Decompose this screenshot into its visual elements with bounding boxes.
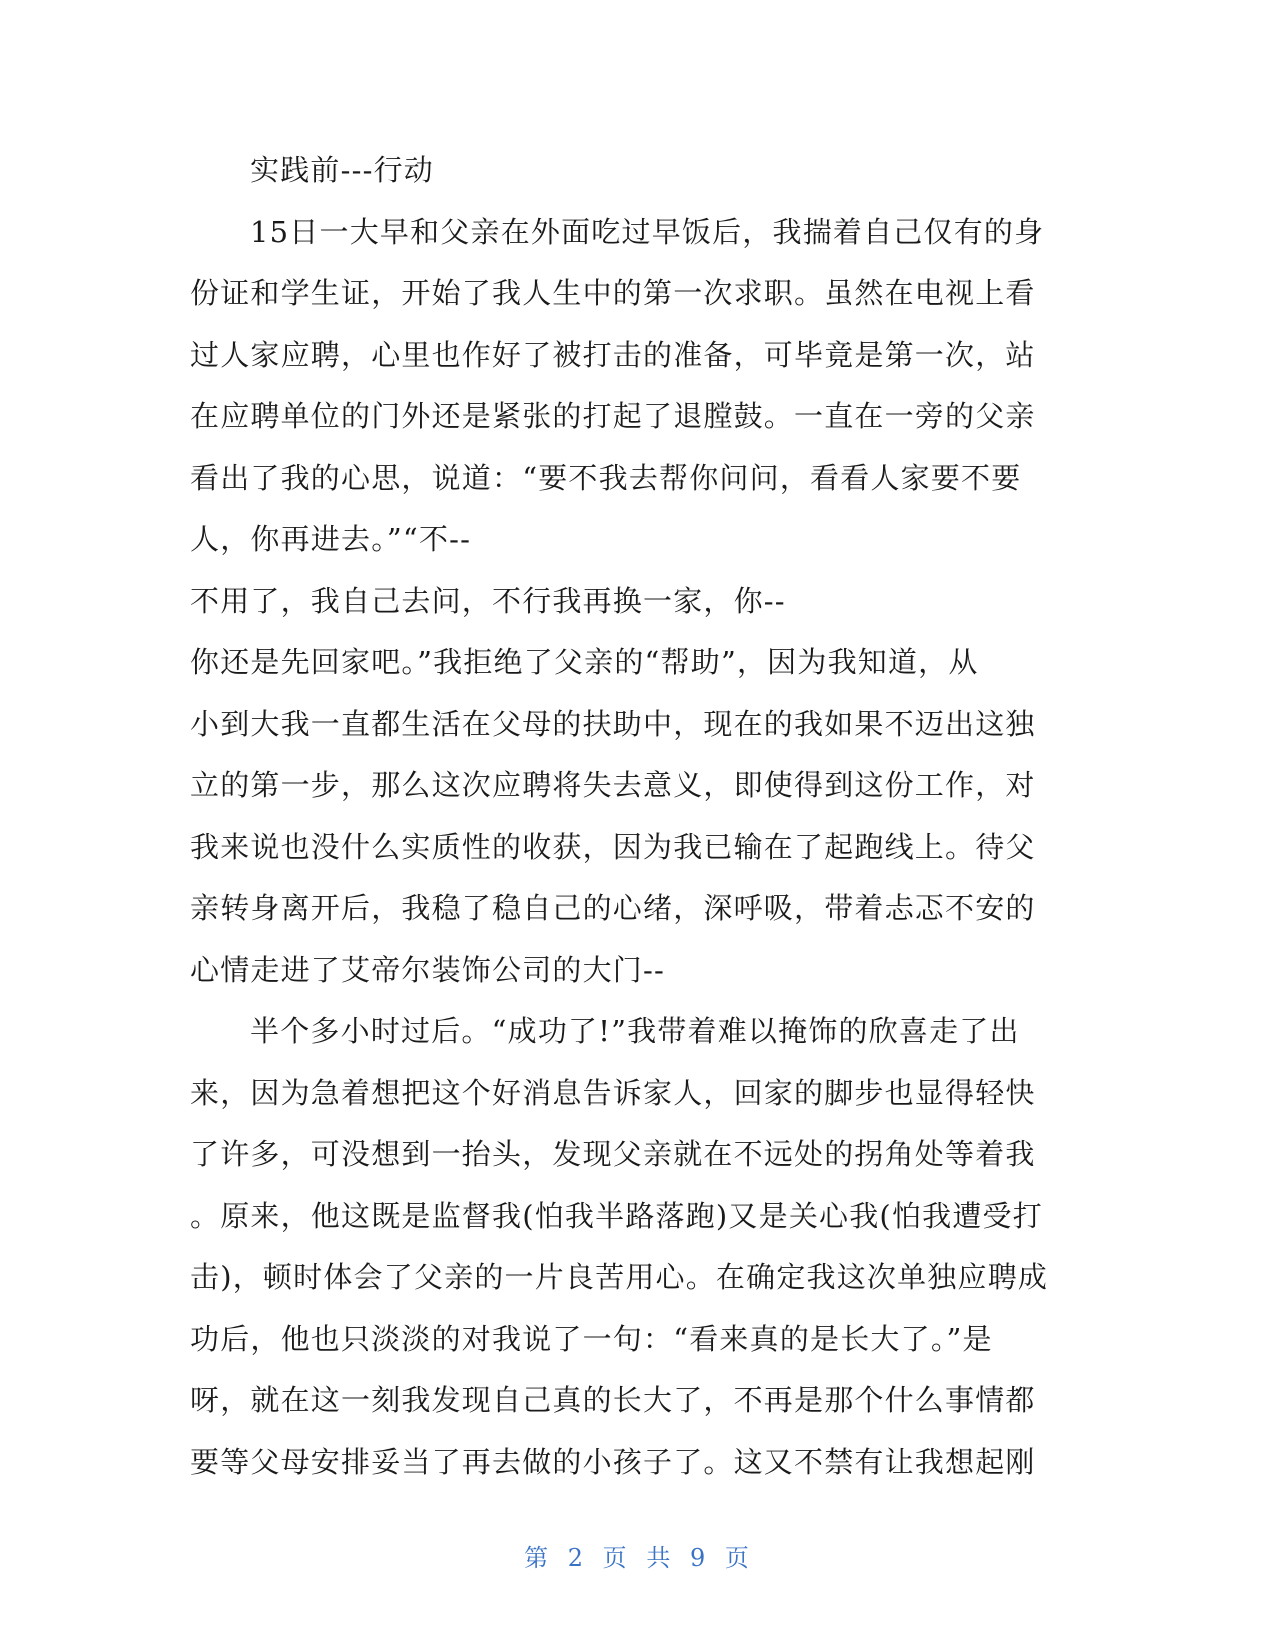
document-body — [190, 140, 1090, 1493]
paragraph-line: 击)，顿时体会了父亲的一片良苦用心。在确定我这次单独应聘成 — [190, 1260, 1049, 1294]
paragraph-line: 你还是先回家吧。”我拒绝了父亲的“帮助”，因为我知道，从 — [190, 645, 979, 679]
page-number-footer — [0, 1538, 1275, 1573]
footer-suffix: 页 — [724, 1544, 751, 1572]
paragraph-line: 过人家应聘，心里也作好了被打击的准备，可毕竟是第一次，站 — [190, 337, 1036, 372]
paragraph-line: 立的第一步，那么这次应聘将失去意义，即使得到这份工作，对 — [190, 768, 1036, 802]
paragraph-line: 了许多，可没想到一抬头，发现父亲就在不远处的拐角处等着我 — [190, 1137, 1036, 1171]
paragraph-line: 要等父母安排妥当了再去做的小孩子了。这又不禁有让我想起刚 — [190, 1444, 1036, 1479]
footer-total-word: 共 — [646, 1544, 673, 1572]
paragraph-line: 我来说也没什么实质性的收获，因为我已输在了起跑线上。待父 — [190, 829, 1036, 864]
paragraph-line: 在应聘单位的门外还是紧张的打起了退膛鼓。一直在一旁的父亲 — [190, 399, 1036, 433]
paragraph-line: 。原来，他这既是监督我(怕我半路落跑)又是关心我(怕我遭受打 — [190, 1198, 1043, 1233]
total-page-number: 9 — [689, 1544, 708, 1572]
footer-prefix: 第 — [524, 1544, 551, 1572]
paragraph-line: 15日一大早和父亲在外面吃过早饭后，我揣着自己仅有的身 — [250, 214, 1045, 249]
paragraph-line: 看出了我的心思，说道：“要不我去帮你问问，看看人家要不要 — [190, 460, 1022, 495]
footer-page-word: 页 — [602, 1544, 629, 1572]
paragraph-line: 呀，就在这一刻我发现自己真的长大了，不再是那个什么事情都 — [190, 1383, 1036, 1417]
paragraph-line: 份证和学生证，开始了我人生中的第一次求职。虽然在电视上看 — [190, 276, 1036, 310]
section-heading: 实践前---行动 — [250, 153, 434, 187]
current-page-number: 2 — [567, 1544, 586, 1572]
paragraph-line: 来，因为急着想把这个好消息告诉家人，回家的脚步也显得轻快 — [190, 1075, 1036, 1110]
paragraph-line: 人，你再进去。”“不-- — [190, 522, 472, 556]
paragraph-line: 半个多小时过后。“成功了!”我带着难以掩饰的欣喜走了出 — [250, 1014, 1020, 1048]
paragraph-line: 功后，他也只淡淡的对我说了一句：“看来真的是长大了。”是 — [190, 1321, 993, 1356]
paragraph-line: 心情走进了艾帝尔装饰公司的大门-- — [190, 952, 665, 987]
paragraph-line: 不用了，我自己去问，不行我再换一家，你-- — [190, 583, 786, 618]
paragraph-line: 小到大我一直都生活在父母的扶助中，现在的我如果不迈出这独 — [190, 706, 1036, 741]
paragraph-line: 亲转身离开后，我稳了稳自己的心绪，深呼吸，带着忐忑不安的 — [190, 891, 1036, 925]
